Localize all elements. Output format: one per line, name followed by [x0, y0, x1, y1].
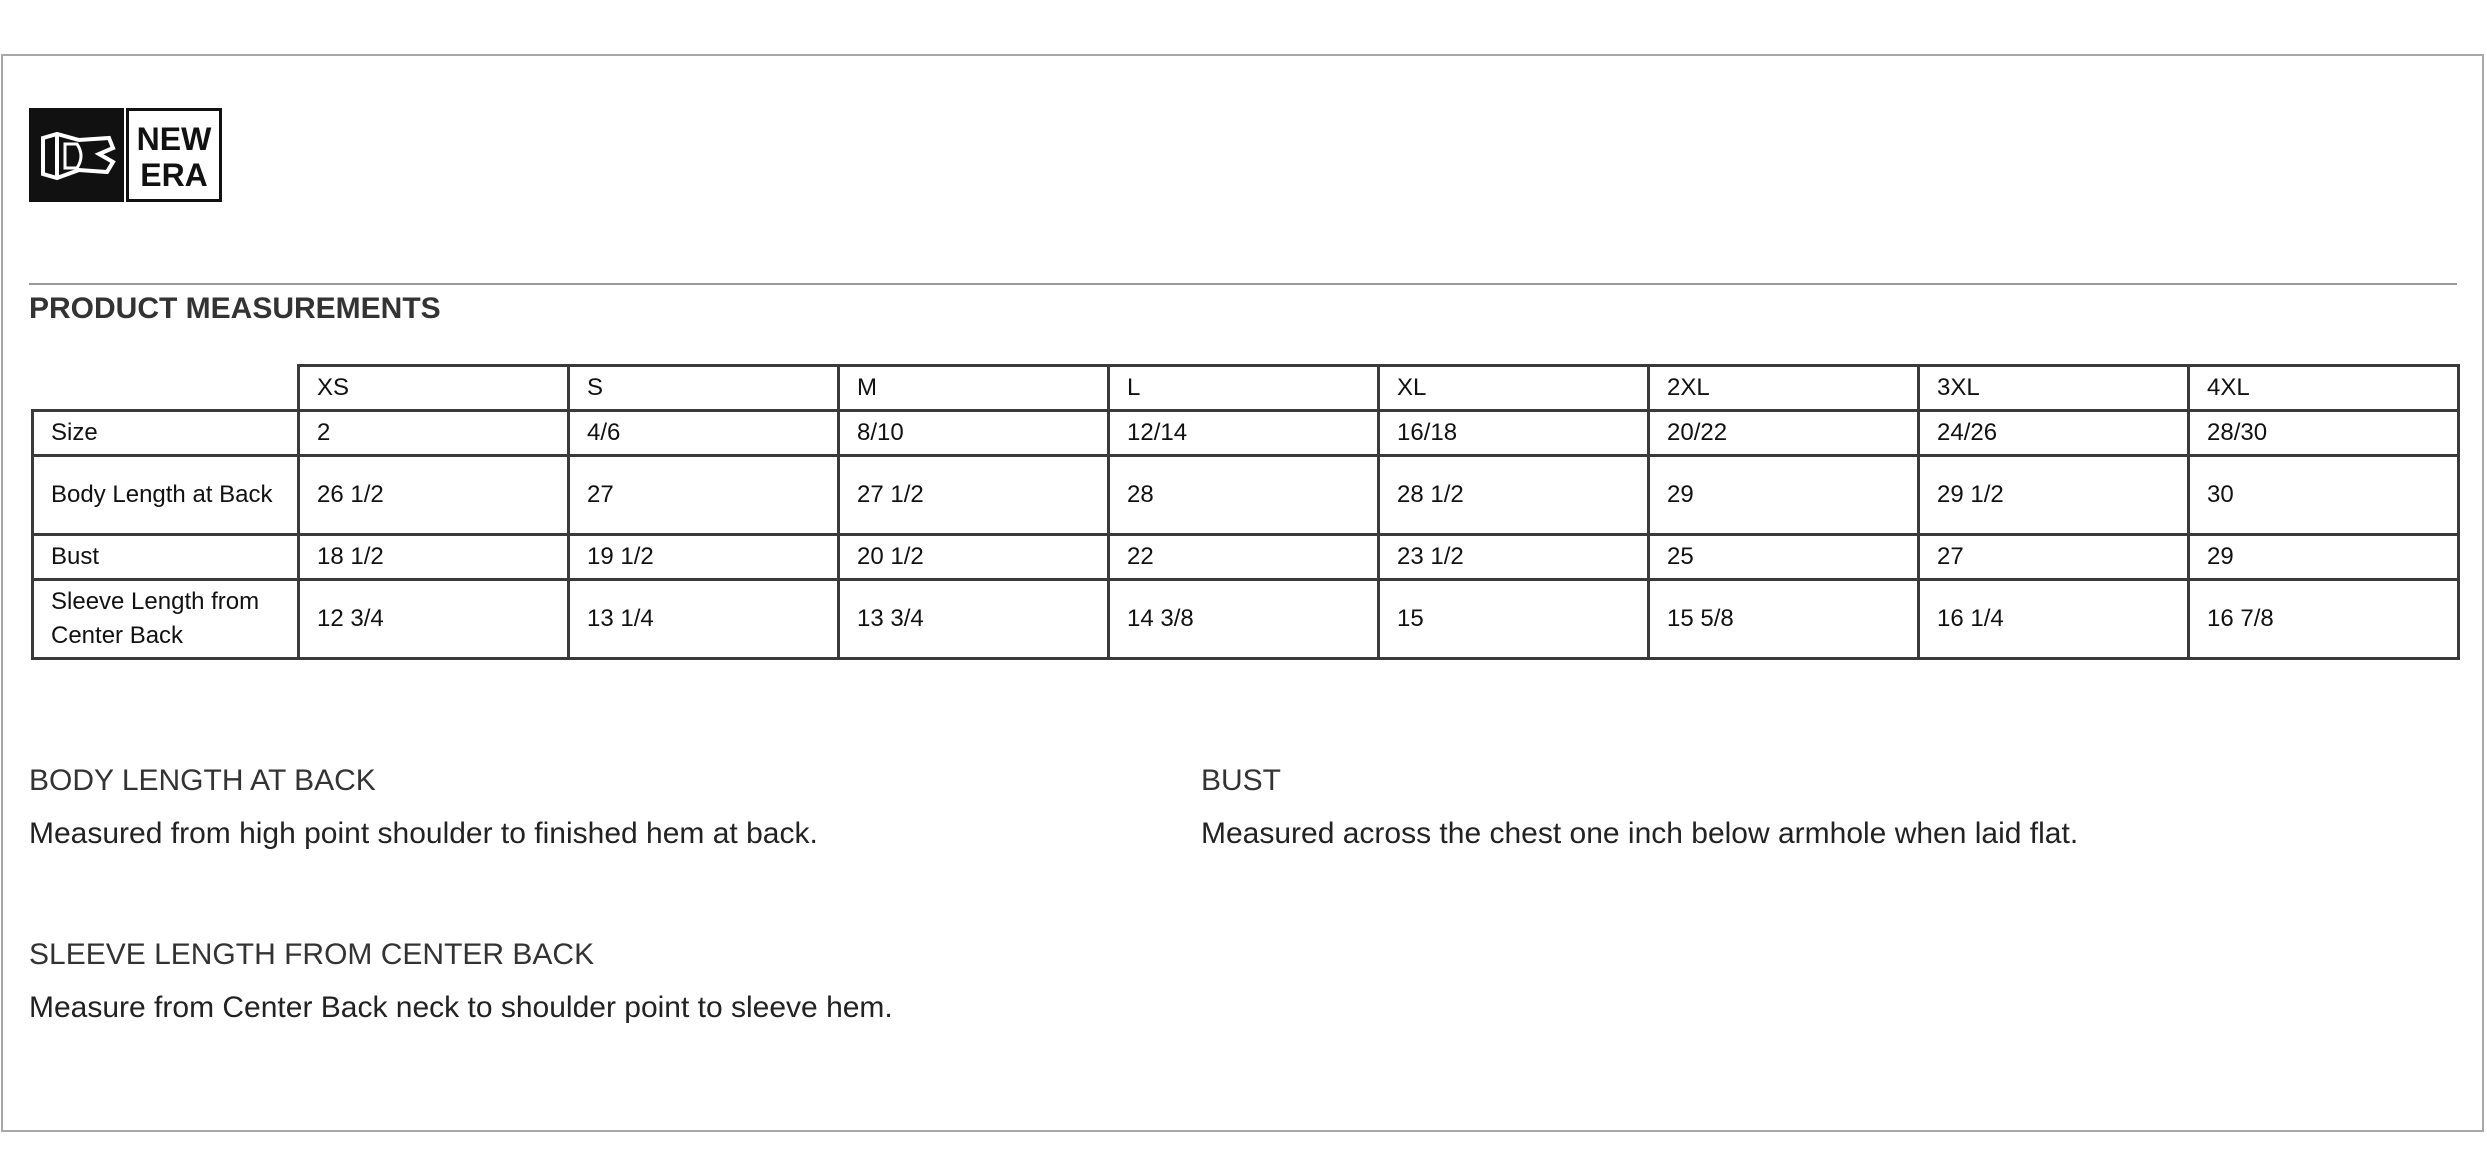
table-cell: 13 1/4 — [569, 580, 839, 659]
svg-text:NEW: NEW — [136, 121, 212, 157]
definition-text-bust: Measured across the chest one inch below armhole when laid flat. — [1201, 817, 2079, 850]
table-cell: 16 1/4 — [1919, 580, 2189, 659]
table-cell: 4/6 — [569, 411, 839, 456]
table-cell: 24/26 — [1919, 411, 2189, 456]
table-cell: 15 — [1379, 580, 1649, 659]
column-header: 4XL — [2189, 366, 2459, 411]
table-row — [33, 535, 2459, 580]
header-divider — [29, 283, 2457, 285]
row-label: Body Length at Back — [33, 456, 299, 535]
column-header: M — [839, 366, 1109, 411]
measurements-table — [31, 364, 2460, 660]
table-cell: 19 1/2 — [569, 535, 839, 580]
row-label: Size — [33, 411, 299, 456]
section-title: PRODUCT MEASUREMENTS — [29, 292, 441, 325]
new-era-logo — [29, 108, 224, 204]
table-row — [33, 456, 2459, 535]
column-header: L — [1109, 366, 1379, 411]
column-header: 3XL — [1919, 366, 2189, 411]
table-cell: 20 1/2 — [839, 535, 1109, 580]
svg-text:ERA: ERA — [140, 157, 208, 193]
table-cell: 26 1/2 — [299, 456, 569, 535]
table-cell: 29 — [1649, 456, 1919, 535]
table-cell: 23 1/2 — [1379, 535, 1649, 580]
table-cell: 22 — [1109, 535, 1379, 580]
table-cell: 27 — [569, 456, 839, 535]
column-header: S — [569, 366, 839, 411]
table-header-row — [33, 366, 2459, 411]
table-cell: 14 3/8 — [1109, 580, 1379, 659]
table-cell: 20/22 — [1649, 411, 1919, 456]
table-row — [33, 580, 2459, 659]
definition-heading-sleeve-length: SLEEVE LENGTH FROM CENTER BACK — [29, 938, 595, 971]
table-cell: 27 1/2 — [839, 456, 1109, 535]
table-cell: 8/10 — [839, 411, 1109, 456]
table-cell: 28 — [1109, 456, 1379, 535]
column-header: XL — [1379, 366, 1649, 411]
table-cell: 29 — [2189, 535, 2459, 580]
table-cell: 12/14 — [1109, 411, 1379, 456]
definition-text-body-length: Measured from high point shoulder to finished hem at back. — [29, 817, 818, 850]
definition-heading-bust: BUST — [1201, 764, 1282, 797]
definition-heading-body-length: BODY LENGTH AT BACK — [29, 764, 376, 797]
table-cell: 15 5/8 — [1649, 580, 1919, 659]
table-cell: 2 — [299, 411, 569, 456]
column-header: 2XL — [1649, 366, 1919, 411]
definition-text-sleeve-length: Measure from Center Back neck to shoulder point to sleeve hem. — [29, 991, 893, 1024]
table-cell: 27 — [1919, 535, 2189, 580]
table-cell: 16/18 — [1379, 411, 1649, 456]
table-cell: 18 1/2 — [299, 535, 569, 580]
table-cell: 30 — [2189, 456, 2459, 535]
table-cell: 12 3/4 — [299, 580, 569, 659]
new-era-logo-icon — [29, 108, 224, 204]
table-cell: 13 3/4 — [839, 580, 1109, 659]
table-cell: 28/30 — [2189, 411, 2459, 456]
table-cell: 16 7/8 — [2189, 580, 2459, 659]
table-corner-cell — [33, 366, 299, 411]
row-label: Bust — [33, 535, 299, 580]
row-label: Sleeve Length from Center Back — [33, 580, 299, 659]
table-cell: 29 1/2 — [1919, 456, 2189, 535]
table-cell: 28 1/2 — [1379, 456, 1649, 535]
column-header: XS — [299, 366, 569, 411]
table-cell: 25 — [1649, 535, 1919, 580]
table-row — [33, 411, 2459, 456]
